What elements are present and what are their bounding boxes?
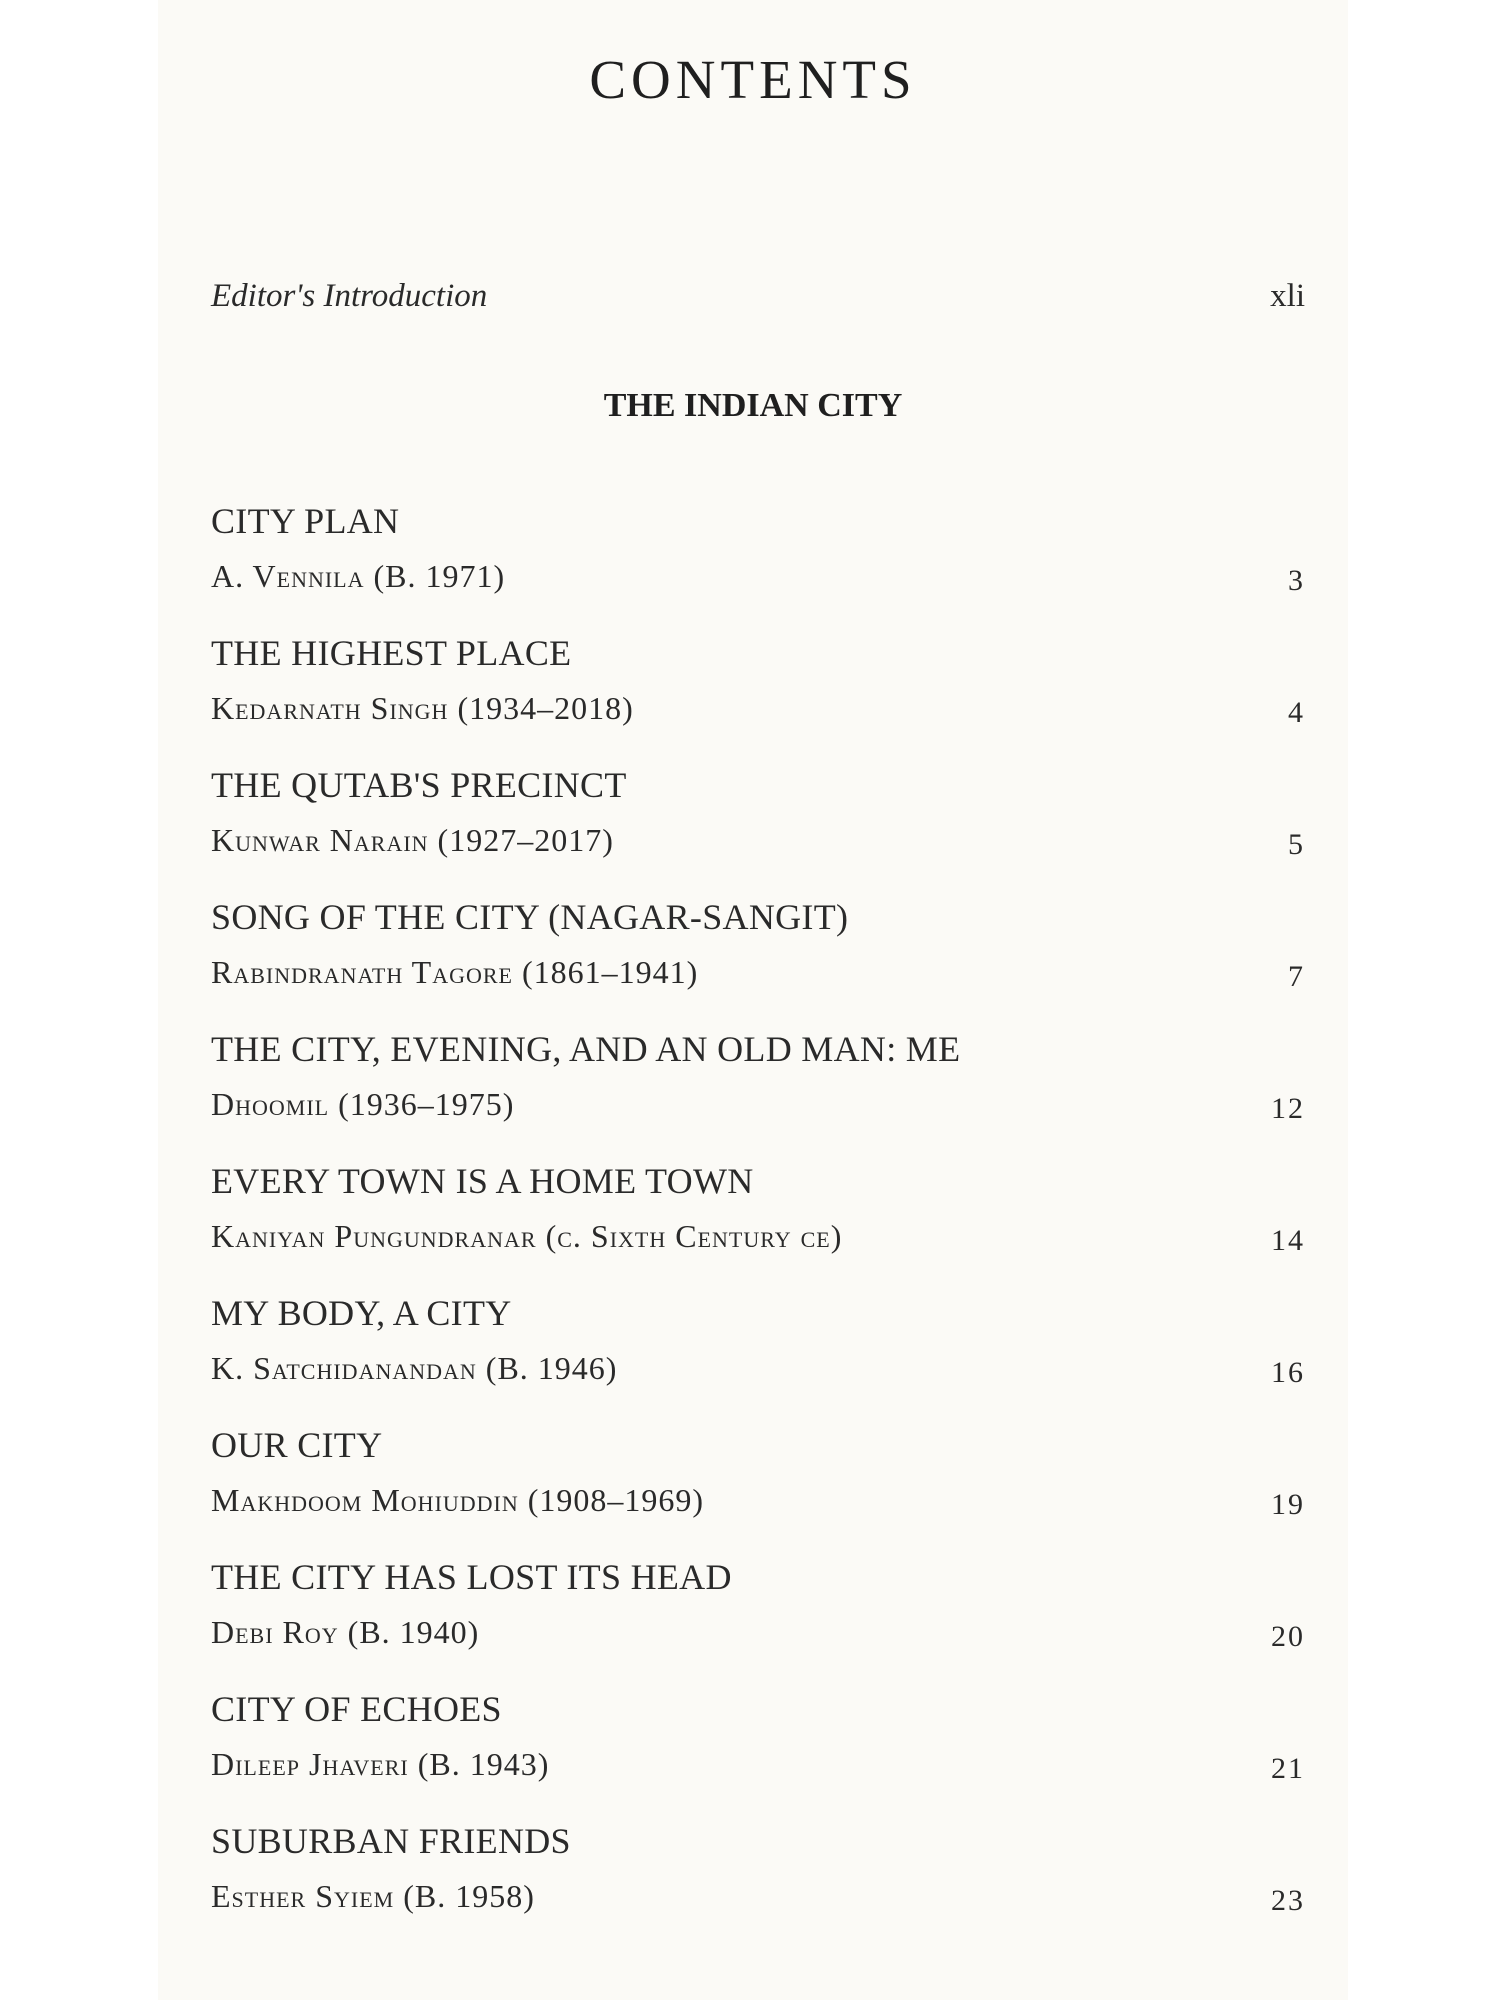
contents-entry (211, 764, 1305, 896)
entry-page-number: 20 (1271, 1620, 1305, 1653)
entry-page-number: 14 (1271, 1224, 1305, 1257)
entry-title: MY BODY, A CITY (211, 1293, 512, 1333)
contents-entry (211, 632, 1305, 764)
entry-page-number: 3 (1288, 564, 1305, 597)
entry-author: Debi Roy (B. 1940) (211, 1614, 480, 1650)
entry-page-number: 4 (1288, 696, 1305, 729)
contents-entry (211, 1820, 1305, 1952)
contents-entry (211, 1028, 1305, 1160)
intro-page-number: xli (1270, 278, 1305, 314)
entry-title: EVERY TOWN IS A HOME TOWN (211, 1161, 754, 1201)
entry-page-number: 19 (1271, 1488, 1305, 1521)
entry-page-number: 12 (1271, 1092, 1305, 1125)
entry-author: Dhoomil (1936–1975) (211, 1086, 515, 1122)
contents-entry (211, 1556, 1305, 1688)
entry-page-number: 16 (1271, 1356, 1305, 1389)
contents-heading: CONTENTS (589, 49, 917, 110)
contents-entry (211, 1688, 1305, 1820)
entry-author: Rabindranath Tagore (1861–1941) (211, 954, 699, 990)
entry-author: Kedarnath Singh (1934–2018) (211, 690, 634, 726)
entry-title: THE QUTAB'S PRECINCT (211, 765, 627, 805)
entry-page-number: 23 (1271, 1884, 1305, 1917)
entry-author: Dileep Jhaveri (B. 1943) (211, 1746, 550, 1782)
entry-author: Makhdoom Mohiuddin (1908–1969) (211, 1482, 705, 1518)
entry-page-number: 5 (1288, 828, 1305, 861)
intro-entry (211, 278, 1305, 322)
contents-entry (211, 1292, 1305, 1424)
entry-title: OUR CITY (211, 1425, 383, 1465)
section-heading: THE INDIAN CITY (603, 387, 903, 424)
entry-author: K. Satchidanandan (B. 1946) (211, 1350, 618, 1386)
entry-title: CITY OF ECHOES (211, 1689, 502, 1729)
entry-title: CITY PLAN (211, 501, 400, 541)
entry-page-number: 21 (1271, 1752, 1305, 1785)
entry-page-number: 7 (1288, 960, 1305, 993)
contents-entry (211, 1160, 1305, 1292)
book-page (158, 0, 1348, 2000)
entry-author: A. Vennila (B. 1971) (211, 558, 506, 594)
entry-author: Kaniyan Pungundranar (c. Sixth Century ce) (211, 1218, 843, 1254)
entry-author: Kunwar Narain (1927–2017) (211, 822, 614, 858)
entry-author: Esther Syiem (B. 1958) (211, 1878, 535, 1914)
contents-entry (211, 500, 1305, 632)
entry-title: THE CITY, EVENING, AND AN OLD MAN: ME (211, 1029, 961, 1069)
entry-title: THE HIGHEST PLACE (211, 633, 572, 673)
intro-title: Editor's Introduction (211, 278, 488, 314)
entry-title: SONG OF THE CITY (NAGAR-SANGIT) (211, 897, 849, 937)
contents-entry (211, 1424, 1305, 1556)
entry-title: SUBURBAN FRIENDS (211, 1821, 571, 1861)
contents-entry (211, 896, 1305, 1028)
contents-list (211, 500, 1305, 1952)
entry-title: THE CITY HAS LOST ITS HEAD (211, 1557, 732, 1597)
